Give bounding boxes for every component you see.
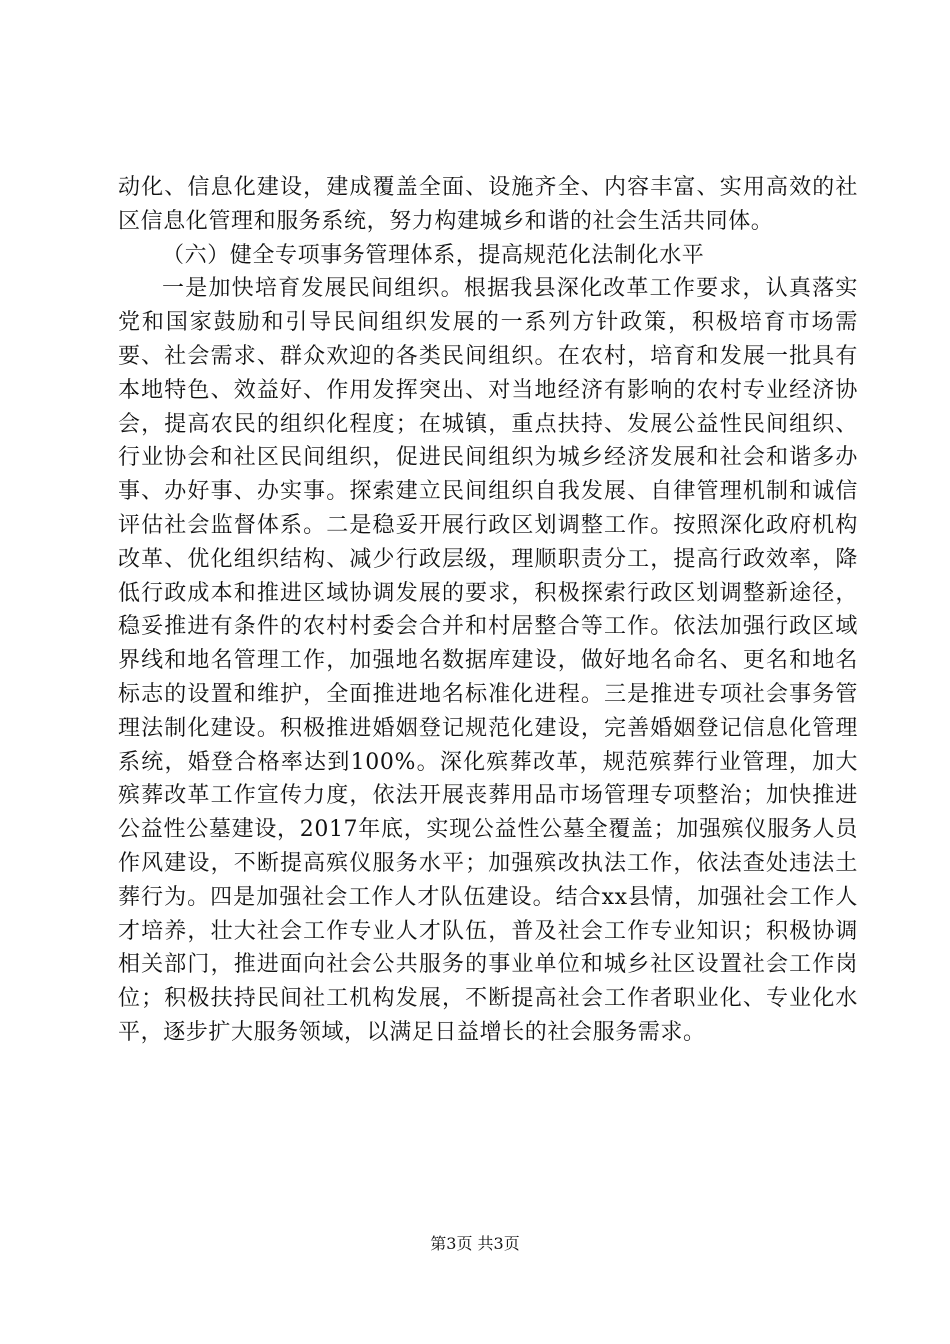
- section-heading: （六）健全专项事务管理体系，提高规范化法制化水平: [162, 242, 705, 268]
- paragraph-continuation: 动化、信息化建设，建成覆盖全面、设施齐全、内容丰富、实用高效的社区信息化管理和服务系统，努力构建城乡和谐的社会生活共同体。: [118, 175, 858, 234]
- paragraph-body: 一是加快培育发展民间组织。根据我县深化改革工作要求，认真落实党和国家鼓励和引导民间组织发展的一系列方针政策，积极培育市场需要、社会需求、群众欢迎的各类民间组织。在农村，培育和发展一批具有本地特色、效益好、作用发挥突出、对当地经济有影响的农村专业经济协会，提高农民的组织化程度；在城镇，重点扶持、发展公益性民间组织、行业协会和社区民间组织，促进民间组织为城乡经济发展和社会和谐多办事、办好事、办实事。探索建立民间组织自我发展、自律管理机制和诚信评估社会监督体系。二是稳妥开展行政区划调整工作。按照深化政府机构改革、优化组织结构、减少行政层级，理顺职责分工，提高行政效率，降低行政成本和推进区域协调发展的要求，积极探索行政区划调整新途径，稳妥推进有条件的农村村委会合并和村居整合等工作。依法加强行政区域界线和地名管理工作，加强地名数据库建设，做好地名命名、更名和地名标志的设置和维护，全面推进地名标准化进程。三是推进专项社会事务管理法制化建设。积极推进婚姻登记规范化建设，完善婚姻登记信息化管理系统，婚登合格率达到100%。深化殡葬改革，规范殡葬行业管理，加大殡葬改革工作宣传力度，依法开展丧葬用品市场管理专项整治；加快推进公益性公墓建设，2017年底，实现公益性公墓全覆盖；加强殡仪服务人员作风建设，不断提高殡仪服务水平；加强殡改执法工作，依法查处违法土葬行为。四是加强社会工作人才队伍建设。结合xx县情，加强社会工作人才培养，壮大社会工作专业人才队伍，普及社会工作专业知识；积极协调相关部门，推进面向社会公共服务的事业单位和城乡社区设置社会工作岗位；积极扶持民间社工机构发展，不断提高社会工作者职业化、专业化水平，逐步扩大服务领域，以满足日益增长的社会服务需求。: [118, 276, 858, 1045]
- document-body: [118, 171, 858, 1050]
- page-number-footer: 第3页 共3页: [430, 1234, 520, 1253]
